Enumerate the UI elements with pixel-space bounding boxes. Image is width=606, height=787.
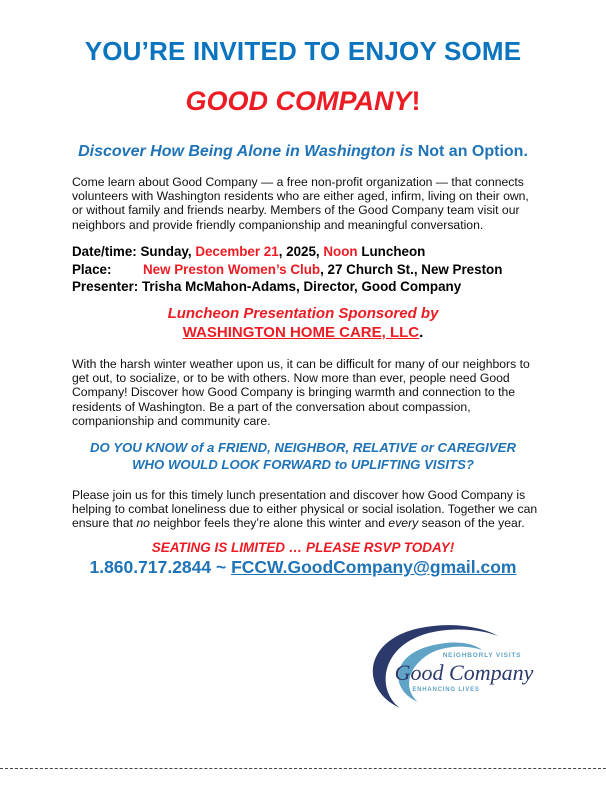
sponsor-period: . [419,324,424,341]
good-company-title-text: GOOD COMPANY [185,86,412,116]
closing-emphasis-no: no [136,516,150,531]
question-line-2: WHO WOULD LOOK FORWARD to UPLIFTING VISITS? [132,457,474,472]
subtitle-normal-part: Not an Option. [413,143,528,160]
subtitle-italic-part: Discover How Being Alone in Washington is [78,143,414,160]
date-label: Date/time: [72,244,137,259]
closing-part-1: Please join us for this timely lunch presentation and discover how Good Company is helping to combat loneliness due to either physical or social isolation. Together we can ensure that [72,488,538,531]
date-time: Noon [323,244,358,259]
place-row [72,261,552,279]
discover-subtitle [0,143,606,161]
question-callout [0,439,606,473]
seating-notice: SEATING IS LIMITED … PLEASE RSVP TODAY! [151,540,455,555]
place-venue: New Preston Women’s Club [143,261,321,277]
date-event: Luncheon [361,244,426,259]
good-company-heading [0,86,606,117]
contact-line [0,557,606,578]
phone-number: 1.860.717.2844 ~ [89,557,232,577]
page-footer-divider [0,768,606,769]
event-details [72,243,552,296]
intro-paragraph: Come learn about Good Company — a free non-profit organization — that connects volunteers with Washington residents who are either aged, infirm, living on their own, or without family and friends nearby. Members of the Good Company team visit our neighbors and provide friendly companionship and meaningful conversation. [72,175,529,232]
date-row [72,243,552,261]
place-address: , 27 Church St., New Preston [320,261,503,277]
date-day: Sunday, [140,244,192,259]
presenter-label: Presenter: [72,279,139,294]
title-exclamation: ! [411,86,421,116]
date-date: December 21 [195,244,279,259]
closing-emphasis-every: every [388,516,419,531]
closing-paragraph [72,488,542,531]
presenter-row [72,278,552,296]
question-line-1: DO YOU KNOW of a FRIEND, NEIGHBOR, RELATIVE or CAREGIVER [90,440,516,455]
logo-tagline-bottom: ENHANCING LIVES [412,687,480,693]
sponsor-line: Luncheon Presentation Sponsored by [167,305,439,322]
closing-part-3: neighbor feels they’re alone this winter and [149,516,389,531]
date-year: , 2025, [278,244,320,259]
sponsor-name: WASHINGTON HOME CARE, LLC [182,324,420,341]
good-company-logo [360,620,560,720]
place-label: Place: [72,261,112,277]
presenter-value: Trisha McMahon-Adams, Director, Good Company [141,279,462,294]
winter-paragraph: With the harsh winter weather upon us, it can be difficult for many of our neighbors to get out, to socialize, or to be with others. Now more than ever, people need Good Company! Discover how Good Company is bringing warmth and connection to the residents of Washington. Be a part of the conversation about compassion, companionship and community care. [72,357,530,428]
logo-wordmark: Good Company [394,660,534,685]
email-link[interactable]: FCCW.GoodCompany@gmail.com [231,557,517,577]
invite-heading: YOU’RE INVITED TO ENJOY SOME [84,36,522,66]
logo-tagline-top: NEIGHBORLY VISITS [442,652,522,659]
closing-part-5: season of the year. [418,516,525,531]
sponsor-name-line [0,324,606,341]
